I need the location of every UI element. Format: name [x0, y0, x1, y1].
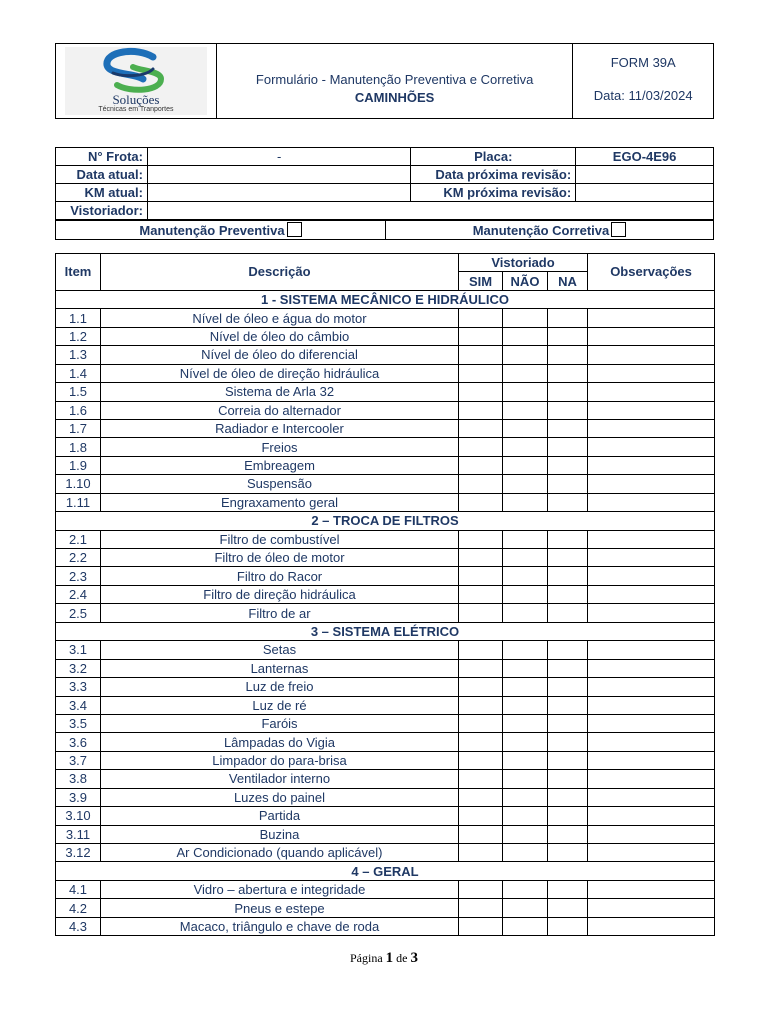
na-cell[interactable]: [548, 530, 588, 548]
data-atual-field[interactable]: [147, 166, 410, 184]
nao-cell[interactable]: [503, 585, 548, 603]
company-logo: [65, 47, 207, 115]
item-description: Sistema de Arla 32: [101, 383, 459, 401]
na-cell[interactable]: [548, 880, 588, 898]
table-row: [56, 788, 715, 806]
table-row: [56, 880, 715, 898]
col-na-header: NA: [548, 272, 588, 290]
table-row: [56, 493, 715, 511]
observacoes-cell[interactable]: [588, 401, 715, 419]
nao-cell[interactable]: [503, 917, 548, 935]
na-cell[interactable]: [548, 659, 588, 677]
na-cell[interactable]: [548, 714, 588, 732]
nao-cell[interactable]: [503, 327, 548, 345]
na-cell[interactable]: [548, 364, 588, 382]
table-row: [56, 696, 715, 714]
checklist-table: [55, 253, 715, 936]
nao-cell[interactable]: [503, 530, 548, 548]
item-number: 2.1: [56, 530, 101, 548]
sim-cell[interactable]: [459, 899, 503, 917]
item-number: 3.12: [56, 844, 101, 862]
observacoes-cell[interactable]: [588, 364, 715, 382]
observacoes-cell[interactable]: [588, 917, 715, 935]
nao-cell[interactable]: [503, 880, 548, 898]
sim-cell[interactable]: [459, 733, 503, 751]
item-description: Nível de óleo do câmbio: [101, 327, 459, 345]
nao-cell[interactable]: [503, 475, 548, 493]
na-cell[interactable]: [548, 604, 588, 622]
item-description: Luz de freio: [101, 678, 459, 696]
item-description: Lanternas: [101, 659, 459, 677]
sim-cell[interactable]: [459, 917, 503, 935]
table-row: [56, 825, 715, 843]
sim-cell[interactable]: [459, 530, 503, 548]
nao-cell[interactable]: [503, 567, 548, 585]
section-title: 3 – SISTEMA ELÉTRICO: [56, 622, 715, 640]
nao-cell[interactable]: [503, 696, 548, 714]
section-row: [56, 512, 715, 530]
item-description: Vidro – abertura e integridade: [101, 880, 459, 898]
nao-cell[interactable]: [503, 383, 548, 401]
vistoriador-label: Vistoriador:: [56, 202, 148, 220]
footer-prefix: Página: [350, 951, 383, 965]
nao-cell[interactable]: [503, 807, 548, 825]
nao-cell[interactable]: [503, 309, 548, 327]
observacoes-cell[interactable]: [588, 327, 715, 345]
form-title: Formulário - Manutenção Preventiva e Corretiva: [255, 72, 534, 87]
observacoes-cell[interactable]: [588, 899, 715, 917]
item-number: 4.3: [56, 917, 101, 935]
item-description: Filtro de óleo de motor: [101, 549, 459, 567]
na-cell[interactable]: [548, 825, 588, 843]
item-number: 1.1: [56, 309, 101, 327]
na-cell[interactable]: [548, 807, 588, 825]
item-number: 3.10: [56, 807, 101, 825]
item-description: Nível de óleo de direção hidráulica: [101, 364, 459, 382]
preventiva-label: Manutenção Preventiva: [139, 223, 285, 238]
na-cell[interactable]: [548, 438, 588, 456]
na-cell[interactable]: [548, 475, 588, 493]
na-cell[interactable]: [548, 567, 588, 585]
table-row: [56, 475, 715, 493]
sim-cell[interactable]: [459, 604, 503, 622]
sim-cell[interactable]: [459, 807, 503, 825]
sim-cell[interactable]: [459, 567, 503, 585]
logo-tagline: Técnicas em Tranportes: [98, 106, 174, 113]
checklist-body: [56, 290, 715, 935]
form-date: Data: 11/03/2024: [593, 88, 693, 103]
item-number: 1.8: [56, 438, 101, 456]
data-atual-label: Data atual:: [56, 166, 148, 184]
nao-cell[interactable]: [503, 456, 548, 474]
na-cell[interactable]: [548, 678, 588, 696]
sim-cell[interactable]: [459, 549, 503, 567]
table-row: [56, 604, 715, 622]
item-number: 3.2: [56, 659, 101, 677]
nao-cell[interactable]: [503, 678, 548, 696]
sim-cell[interactable]: [459, 659, 503, 677]
observacoes-cell[interactable]: [588, 346, 715, 364]
sim-cell[interactable]: [459, 696, 503, 714]
footer-sep: de: [396, 951, 408, 965]
observacoes-cell[interactable]: [588, 714, 715, 732]
col-nao-header: NÃO: [503, 272, 548, 290]
footer-total: 3: [410, 950, 418, 966]
placa-field[interactable]: EGO-4E96: [576, 148, 714, 166]
sim-cell[interactable]: [459, 770, 503, 788]
nao-cell[interactable]: [503, 788, 548, 806]
na-cell[interactable]: [548, 456, 588, 474]
frota-field[interactable]: -: [147, 148, 410, 166]
item-number: 1.3: [56, 346, 101, 364]
footer-page: 1: [385, 950, 394, 966]
na-cell[interactable]: [548, 493, 588, 511]
observacoes-cell[interactable]: [588, 733, 715, 751]
observacoes-cell[interactable]: [588, 751, 715, 769]
observacoes-cell[interactable]: [588, 456, 715, 474]
col-desc-header: Descrição: [101, 254, 459, 291]
item-number: 1.2: [56, 327, 101, 345]
item-description: Lâmpadas do Vigia: [101, 733, 459, 751]
observacoes-cell[interactable]: [588, 585, 715, 603]
item-description: Partida: [101, 807, 459, 825]
table-row: [56, 456, 715, 474]
sim-cell[interactable]: [459, 678, 503, 696]
na-cell[interactable]: [548, 346, 588, 364]
observacoes-cell[interactable]: [588, 493, 715, 511]
item-description: Faróis: [101, 714, 459, 732]
na-cell[interactable]: [548, 696, 588, 714]
vehicle-info-table: [55, 147, 714, 220]
table-row: [56, 751, 715, 769]
nao-cell[interactable]: [503, 549, 548, 567]
observacoes-cell[interactable]: [588, 825, 715, 843]
item-number: 3.6: [56, 733, 101, 751]
item-description: Nível de óleo e água do motor: [101, 309, 459, 327]
table-row: [56, 807, 715, 825]
observacoes-cell[interactable]: [588, 678, 715, 696]
na-cell[interactable]: [548, 419, 588, 437]
item-number: 2.4: [56, 585, 101, 603]
item-number: 4.1: [56, 880, 101, 898]
item-number: 3.4: [56, 696, 101, 714]
item-number: 2.2: [56, 549, 101, 567]
item-number: 1.10: [56, 475, 101, 493]
na-cell[interactable]: [548, 733, 588, 751]
sim-cell[interactable]: [459, 585, 503, 603]
item-description: Correia do alternador: [101, 401, 459, 419]
vistoriador-field[interactable]: [147, 202, 713, 220]
item-number: 1.11: [56, 493, 101, 511]
observacoes-cell[interactable]: [588, 641, 715, 659]
sim-cell[interactable]: [459, 438, 503, 456]
sim-cell[interactable]: [459, 346, 503, 364]
item-number: 3.1: [56, 641, 101, 659]
na-cell[interactable]: [548, 770, 588, 788]
sim-cell[interactable]: [459, 641, 503, 659]
sim-cell[interactable]: [459, 880, 503, 898]
observacoes-cell[interactable]: [588, 880, 715, 898]
col-item-header: Item: [56, 254, 101, 291]
item-description: Ventilador interno: [101, 770, 459, 788]
item-description: Radiador e Intercooler: [101, 419, 459, 437]
sim-cell[interactable]: [459, 401, 503, 419]
nao-cell[interactable]: [503, 770, 548, 788]
item-number: 3.3: [56, 678, 101, 696]
sim-cell[interactable]: [459, 475, 503, 493]
item-description: Filtro do Racor: [101, 567, 459, 585]
nao-cell[interactable]: [503, 346, 548, 364]
observacoes-cell[interactable]: [588, 438, 715, 456]
nao-cell[interactable]: [503, 604, 548, 622]
data-proxima-field[interactable]: [576, 166, 714, 184]
table-row: [56, 641, 715, 659]
corretiva-cell: [386, 221, 714, 240]
item-description: Limpador do para-brisa: [101, 751, 459, 769]
km-proxima-field[interactable]: [576, 184, 714, 202]
observacoes-cell[interactable]: [588, 475, 715, 493]
observacoes-cell[interactable]: [588, 309, 715, 327]
na-cell[interactable]: [548, 917, 588, 935]
sim-cell[interactable]: [459, 364, 503, 382]
sim-cell[interactable]: [459, 309, 503, 327]
observacoes-cell[interactable]: [588, 659, 715, 677]
item-description: Filtro de ar: [101, 604, 459, 622]
item-number: 1.5: [56, 383, 101, 401]
sim-cell[interactable]: [459, 714, 503, 732]
table-row: [56, 327, 715, 345]
sim-cell[interactable]: [459, 825, 503, 843]
item-number: 3.9: [56, 788, 101, 806]
logo-name: Soluções: [112, 92, 160, 107]
observacoes-cell[interactable]: [588, 696, 715, 714]
table-row: [56, 419, 715, 437]
table-row: [56, 714, 715, 732]
item-number: 1.9: [56, 456, 101, 474]
table-row: [56, 659, 715, 677]
item-number: 3.5: [56, 714, 101, 732]
item-description: Freios: [101, 438, 459, 456]
observacoes-cell[interactable]: [588, 807, 715, 825]
table-row: [56, 438, 715, 456]
table-row: [56, 364, 715, 382]
item-number: 3.8: [56, 770, 101, 788]
section-title: 4 – GERAL: [56, 862, 715, 880]
observacoes-cell[interactable]: [588, 419, 715, 437]
na-cell[interactable]: [548, 383, 588, 401]
col-vistoriado-header: Vistoriado: [459, 254, 588, 272]
corretiva-checkbox[interactable]: [611, 222, 626, 237]
observacoes-cell[interactable]: [588, 530, 715, 548]
observacoes-cell[interactable]: [588, 383, 715, 401]
table-row: [56, 585, 715, 603]
form-subtitle: CAMINHÕES: [354, 90, 435, 105]
item-description: Luz de ré: [101, 696, 459, 714]
preventiva-checkbox[interactable]: [287, 222, 302, 237]
item-number: 1.6: [56, 401, 101, 419]
item-number: 2.5: [56, 604, 101, 622]
nao-cell[interactable]: [503, 844, 548, 862]
item-description: Nível de óleo do diferencial: [101, 346, 459, 364]
section-row: [56, 862, 715, 880]
na-cell[interactable]: [548, 585, 588, 603]
item-number: 1.7: [56, 419, 101, 437]
na-cell[interactable]: [548, 401, 588, 419]
na-cell[interactable]: [548, 641, 588, 659]
table-row: [56, 530, 715, 548]
sim-cell[interactable]: [459, 327, 503, 345]
km-atual-label: KM atual:: [56, 184, 148, 202]
item-number: 1.4: [56, 364, 101, 382]
table-row: [56, 401, 715, 419]
sim-cell[interactable]: [459, 493, 503, 511]
sim-cell[interactable]: [459, 751, 503, 769]
nao-cell[interactable]: [503, 659, 548, 677]
table-row: [56, 733, 715, 751]
section-title: 2 – TROCA DE FILTROS: [56, 512, 715, 530]
item-description: Ar Condicionado (quando aplicável): [101, 844, 459, 862]
item-description: Buzina: [101, 825, 459, 843]
km-atual-field[interactable]: [147, 184, 410, 202]
km-proxima-label: KM próxima revisão:: [411, 184, 576, 202]
nao-cell[interactable]: [503, 751, 548, 769]
data-proxima-label: Data próxima revisão:: [411, 166, 576, 184]
na-cell[interactable]: [548, 327, 588, 345]
table-row: [56, 346, 715, 364]
nao-cell[interactable]: [503, 714, 548, 732]
page-footer: [0, 950, 768, 967]
maintenance-type-table: [55, 220, 714, 240]
na-cell[interactable]: [548, 309, 588, 327]
na-cell[interactable]: [548, 549, 588, 567]
section-row: [56, 290, 715, 308]
form-code: FORM 39A: [610, 55, 676, 70]
observacoes-cell[interactable]: [588, 549, 715, 567]
form-header: [55, 43, 714, 119]
observacoes-cell[interactable]: [588, 567, 715, 585]
table-row: [56, 678, 715, 696]
item-description: Macaco, triângulo e chave de roda: [101, 917, 459, 935]
sim-cell[interactable]: [459, 844, 503, 862]
sim-cell[interactable]: [459, 383, 503, 401]
table-row: [56, 383, 715, 401]
item-description: Pneus e estepe: [101, 899, 459, 917]
form-code-cell: [573, 44, 714, 119]
na-cell[interactable]: [548, 751, 588, 769]
item-number: 3.7: [56, 751, 101, 769]
item-description: Suspensão: [101, 475, 459, 493]
item-number: 4.2: [56, 899, 101, 917]
section-title: 1 - SISTEMA MECÂNICO E HIDRÁULICO: [56, 290, 715, 308]
nao-cell[interactable]: [503, 733, 548, 751]
table-row: [56, 309, 715, 327]
na-cell[interactable]: [548, 788, 588, 806]
observacoes-cell[interactable]: [588, 770, 715, 788]
corretiva-label: Manutenção Corretiva: [472, 223, 610, 238]
nao-cell[interactable]: [503, 364, 548, 382]
observacoes-cell[interactable]: [588, 604, 715, 622]
nao-cell[interactable]: [503, 899, 548, 917]
nao-cell[interactable]: [503, 438, 548, 456]
item-description: Engraxamento geral: [101, 493, 459, 511]
logo-cell: [56, 44, 217, 119]
na-cell[interactable]: [548, 844, 588, 862]
table-row: [56, 844, 715, 862]
col-sim-header: SIM: [459, 272, 503, 290]
item-number: 3.11: [56, 825, 101, 843]
item-description: Setas: [101, 641, 459, 659]
observacoes-cell[interactable]: [588, 844, 715, 862]
nao-cell[interactable]: [503, 419, 548, 437]
nao-cell[interactable]: [503, 401, 548, 419]
preventiva-cell: [56, 221, 386, 240]
na-cell[interactable]: [548, 899, 588, 917]
nao-cell[interactable]: [503, 825, 548, 843]
frota-label: N° Frota:: [56, 148, 148, 166]
nao-cell[interactable]: [503, 641, 548, 659]
sim-cell[interactable]: [459, 456, 503, 474]
table-row: [56, 917, 715, 935]
placa-label: Placa:: [411, 148, 576, 166]
logo-swoosh-icon: [65, 47, 207, 97]
table-row: [56, 899, 715, 917]
table-row: [56, 770, 715, 788]
title-cell: [216, 44, 573, 119]
table-row: [56, 567, 715, 585]
sim-cell[interactable]: [459, 419, 503, 437]
item-number: 2.3: [56, 567, 101, 585]
table-row: [56, 549, 715, 567]
item-description: Filtro de direção hidráulica: [101, 585, 459, 603]
observacoes-cell[interactable]: [588, 788, 715, 806]
sim-cell[interactable]: [459, 788, 503, 806]
item-description: Embreagem: [101, 456, 459, 474]
col-obs-header: Observações: [588, 254, 715, 291]
item-description: Luzes do painel: [101, 788, 459, 806]
nao-cell[interactable]: [503, 493, 548, 511]
item-description: Filtro de combustível: [101, 530, 459, 548]
section-row: [56, 622, 715, 640]
